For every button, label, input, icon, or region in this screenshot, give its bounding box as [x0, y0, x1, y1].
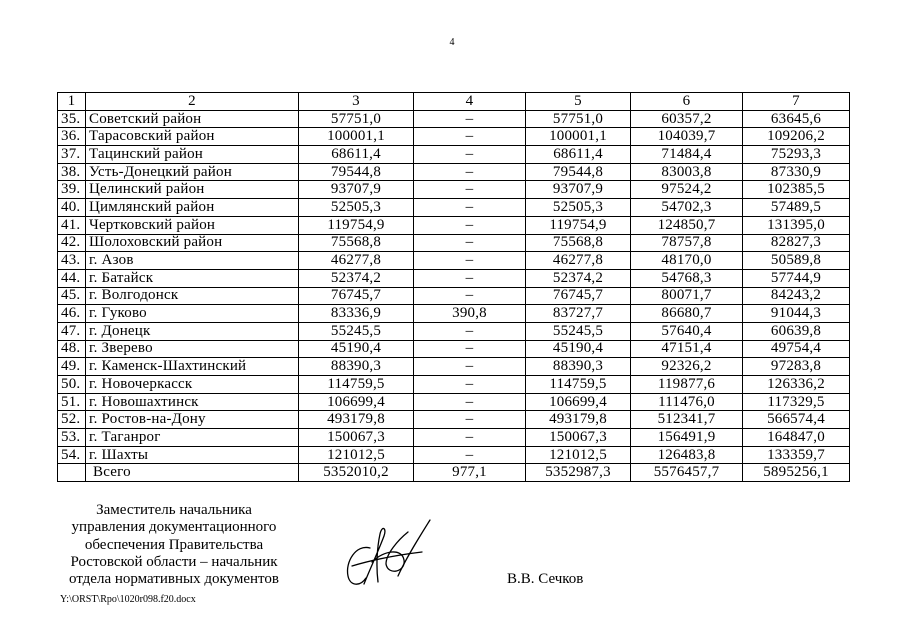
table-row — [58, 128, 850, 146]
column-3-value-cell: 100001,1 — [299, 128, 414, 146]
table-header-row — [58, 93, 850, 111]
row-number-cell: 41. — [58, 216, 86, 234]
column-5-value-cell: 106699,4 — [526, 393, 631, 411]
column-6-value-cell: 124850,7 — [631, 216, 743, 234]
column-7-value-cell: 117329,5 — [743, 393, 850, 411]
column-3-value-cell: 119754,9 — [299, 216, 414, 234]
column-6-value-cell: 78757,8 — [631, 234, 743, 252]
column-4-value-cell: – — [414, 163, 526, 181]
table-row — [58, 181, 850, 199]
table-row — [58, 446, 850, 464]
column-4-value-cell: – — [414, 287, 526, 305]
table-row — [58, 234, 850, 252]
column-5-value-cell: 88390,3 — [526, 358, 631, 376]
header-cell-5: 5 — [526, 93, 631, 111]
column-3-value-cell: 88390,3 — [299, 358, 414, 376]
column-7-value-cell: 84243,2 — [743, 287, 850, 305]
column-6-value-cell: 97524,2 — [631, 181, 743, 199]
table-row — [58, 110, 850, 128]
column-3-value-cell: 52505,3 — [299, 199, 414, 217]
column-3-value-cell: 121012,5 — [299, 446, 414, 464]
column-4-value-cell: – — [414, 358, 526, 376]
header-cell-6: 6 — [631, 93, 743, 111]
column-5-value-cell: 75568,8 — [526, 234, 631, 252]
table-row — [58, 163, 850, 181]
column-5-value-cell: 68611,4 — [526, 146, 631, 164]
municipality-name-cell: Цимлянский район — [86, 199, 299, 217]
municipality-name-cell: г. Каменск-Шахтинский — [86, 358, 299, 376]
row-number-cell: 52. — [58, 411, 86, 429]
column-5-value-cell: 55245,5 — [526, 322, 631, 340]
row-number-cell: 53. — [58, 429, 86, 447]
municipality-name-cell: Усть-Донецкий район — [86, 163, 299, 181]
column-6-value-cell: 119877,6 — [631, 376, 743, 394]
column-7-value-cell: 102385,5 — [743, 181, 850, 199]
column-6-value-cell: 60357,2 — [631, 110, 743, 128]
row-number-cell: 49. — [58, 358, 86, 376]
column-3-value-cell: 106699,4 — [299, 393, 414, 411]
column-7-value-cell: 57744,9 — [743, 269, 850, 287]
municipality-name-cell: г. Азов — [86, 252, 299, 270]
column-6-value-cell: 104039,7 — [631, 128, 743, 146]
column-6-value-cell: 92326,2 — [631, 358, 743, 376]
column-7-value-cell: 109206,2 — [743, 128, 850, 146]
signer-position — [24, 502, 324, 588]
column-6-value-cell: 126483,8 — [631, 446, 743, 464]
signer-position-line: Ростовской области – начальник — [70, 553, 278, 570]
column-3-value-cell: 52374,2 — [299, 269, 414, 287]
column-6-value-cell: 86680,7 — [631, 305, 743, 323]
column-4-value-cell: – — [414, 216, 526, 234]
column-6-value-cell: 57640,4 — [631, 322, 743, 340]
column-3-value-cell: 5352010,2 — [299, 464, 414, 482]
budget-table — [57, 92, 850, 482]
column-6-value-cell: 47151,4 — [631, 340, 743, 358]
row-number-cell: 44. — [58, 269, 86, 287]
header-cell-3: 3 — [299, 93, 414, 111]
column-5-value-cell: 83727,7 — [526, 305, 631, 323]
table-row — [58, 216, 850, 234]
column-3-value-cell: 83336,9 — [299, 305, 414, 323]
row-number-cell: 51. — [58, 393, 86, 411]
table-row — [58, 429, 850, 447]
row-number-cell: 40. — [58, 199, 86, 217]
column-6-value-cell: 156491,9 — [631, 429, 743, 447]
header-cell-1: 1 — [58, 93, 86, 111]
column-4-value-cell: 390,8 — [414, 305, 526, 323]
municipality-name-cell: г. Шахты — [86, 446, 299, 464]
column-7-value-cell: 49754,4 — [743, 340, 850, 358]
column-6-value-cell: 54768,3 — [631, 269, 743, 287]
column-3-value-cell: 114759,5 — [299, 376, 414, 394]
column-3-value-cell: 45190,4 — [299, 340, 414, 358]
column-5-value-cell: 493179,8 — [526, 411, 631, 429]
table-row — [58, 411, 850, 429]
column-7-value-cell: 57489,5 — [743, 199, 850, 217]
column-3-value-cell: 55245,5 — [299, 322, 414, 340]
row-number-cell: 37. — [58, 146, 86, 164]
row-number-cell — [58, 464, 86, 482]
municipality-name-cell: г. Батайск — [86, 269, 299, 287]
table-row — [58, 305, 850, 323]
column-5-value-cell: 93707,9 — [526, 181, 631, 199]
table-row — [58, 358, 850, 376]
column-4-value-cell: – — [414, 110, 526, 128]
header-cell-2: 2 — [86, 93, 299, 111]
row-number-cell: 38. — [58, 163, 86, 181]
row-number-cell: 45. — [58, 287, 86, 305]
municipality-name-cell: г. Новочеркасск — [86, 376, 299, 394]
column-7-value-cell: 91044,3 — [743, 305, 850, 323]
column-5-value-cell: 76745,7 — [526, 287, 631, 305]
municipality-name-cell: г. Донецк — [86, 322, 299, 340]
column-7-value-cell: 50589,8 — [743, 252, 850, 270]
column-4-value-cell: – — [414, 429, 526, 447]
table-row — [58, 376, 850, 394]
municipality-name-cell: Целинский район — [86, 181, 299, 199]
document-file-path: Y:\ORST\Rpo\1020r098.f20.docx — [60, 594, 196, 605]
municipality-name-cell: г. Таганрог — [86, 429, 299, 447]
municipality-name-cell: Тарасовский район — [86, 128, 299, 146]
table-row — [58, 252, 850, 270]
table-row — [58, 199, 850, 217]
column-6-value-cell: 512341,7 — [631, 411, 743, 429]
column-6-value-cell: 80071,7 — [631, 287, 743, 305]
header-cell-7: 7 — [743, 93, 850, 111]
municipality-name-cell: Тацинский район — [86, 146, 299, 164]
table-total-row — [58, 464, 850, 482]
column-4-value-cell: – — [414, 181, 526, 199]
table-row — [58, 269, 850, 287]
column-3-value-cell: 46277,8 — [299, 252, 414, 270]
municipality-name-cell: Чертковский район — [86, 216, 299, 234]
table-body — [58, 110, 850, 481]
column-5-value-cell: 121012,5 — [526, 446, 631, 464]
municipality-name-cell: Шолоховский район — [86, 234, 299, 252]
municipality-name-cell: г. Гуково — [86, 305, 299, 323]
column-7-value-cell: 87330,9 — [743, 163, 850, 181]
column-5-value-cell: 5352987,3 — [526, 464, 631, 482]
column-7-value-cell: 60639,8 — [743, 322, 850, 340]
column-7-value-cell: 126336,2 — [743, 376, 850, 394]
table-row — [58, 322, 850, 340]
municipality-name-cell: Всего — [86, 464, 299, 482]
handwritten-signature — [342, 514, 437, 592]
column-7-value-cell: 133359,7 — [743, 446, 850, 464]
column-6-value-cell: 54702,3 — [631, 199, 743, 217]
table-row — [58, 287, 850, 305]
column-4-value-cell: – — [414, 340, 526, 358]
signer-position-line: Заместитель начальника — [96, 502, 252, 518]
column-7-value-cell: 5895256,1 — [743, 464, 850, 482]
column-5-value-cell: 100001,1 — [526, 128, 631, 146]
municipality-name-cell: г. Зверево — [86, 340, 299, 358]
column-5-value-cell: 150067,3 — [526, 429, 631, 447]
column-5-value-cell: 45190,4 — [526, 340, 631, 358]
column-4-value-cell: – — [414, 128, 526, 146]
column-7-value-cell: 566574,4 — [743, 411, 850, 429]
column-7-value-cell: 164847,0 — [743, 429, 850, 447]
column-3-value-cell: 76745,7 — [299, 287, 414, 305]
column-3-value-cell: 68611,4 — [299, 146, 414, 164]
municipality-name-cell: Советский район — [86, 110, 299, 128]
municipality-name-cell: г. Новошахтинск — [86, 393, 299, 411]
municipality-name-cell: г. Ростов-на-Дону — [86, 411, 299, 429]
column-3-value-cell: 57751,0 — [299, 110, 414, 128]
column-4-value-cell: – — [414, 252, 526, 270]
column-4-value-cell: – — [414, 234, 526, 252]
column-3-value-cell: 150067,3 — [299, 429, 414, 447]
column-3-value-cell: 79544,8 — [299, 163, 414, 181]
signer-name: В.В. Сечков — [507, 571, 584, 587]
column-7-value-cell: 75293,3 — [743, 146, 850, 164]
column-4-value-cell: – — [414, 269, 526, 287]
column-6-value-cell: 48170,0 — [631, 252, 743, 270]
column-4-value-cell: – — [414, 446, 526, 464]
column-4-value-cell: 977,1 — [414, 464, 526, 482]
column-5-value-cell: 52505,3 — [526, 199, 631, 217]
column-4-value-cell: – — [414, 376, 526, 394]
column-3-value-cell: 493179,8 — [299, 411, 414, 429]
column-5-value-cell: 52374,2 — [526, 269, 631, 287]
column-3-value-cell: 93707,9 — [299, 181, 414, 199]
column-6-value-cell: 83003,8 — [631, 163, 743, 181]
table-header — [58, 93, 850, 111]
column-5-value-cell: 57751,0 — [526, 110, 631, 128]
column-4-value-cell: – — [414, 199, 526, 217]
column-7-value-cell: 97283,8 — [743, 358, 850, 376]
column-4-value-cell: – — [414, 322, 526, 340]
table-row — [58, 340, 850, 358]
row-number-cell: 48. — [58, 340, 86, 358]
municipality-name-cell: г. Волгодонск — [86, 287, 299, 305]
column-7-value-cell: 131395,0 — [743, 216, 850, 234]
page-number: 4 — [449, 37, 455, 48]
signer-position-line: обеспечения Правительства — [84, 536, 264, 553]
column-5-value-cell: 114759,5 — [526, 376, 631, 394]
signer-position-line: управления документационного — [71, 519, 277, 536]
table-row — [58, 146, 850, 164]
column-7-value-cell: 82827,3 — [743, 234, 850, 252]
row-number-cell: 42. — [58, 234, 86, 252]
column-6-value-cell: 5576457,7 — [631, 464, 743, 482]
row-number-cell: 43. — [58, 252, 86, 270]
column-4-value-cell: – — [414, 146, 526, 164]
row-number-cell: 39. — [58, 181, 86, 199]
column-4-value-cell: – — [414, 393, 526, 411]
row-number-cell: 50. — [58, 376, 86, 394]
column-5-value-cell: 46277,8 — [526, 252, 631, 270]
header-cell-4: 4 — [414, 93, 526, 111]
row-number-cell: 47. — [58, 322, 86, 340]
row-number-cell: 54. — [58, 446, 86, 464]
row-number-cell: 46. — [58, 305, 86, 323]
column-3-value-cell: 75568,8 — [299, 234, 414, 252]
column-6-value-cell: 71484,4 — [631, 146, 743, 164]
signer-position-line: отдела нормативных документов — [69, 571, 279, 588]
column-4-value-cell: – — [414, 411, 526, 429]
table-row — [58, 393, 850, 411]
row-number-cell: 35. — [58, 110, 86, 128]
column-5-value-cell: 79544,8 — [526, 163, 631, 181]
column-7-value-cell: 63645,6 — [743, 110, 850, 128]
row-number-cell: 36. — [58, 128, 86, 146]
column-5-value-cell: 119754,9 — [526, 216, 631, 234]
column-6-value-cell: 111476,0 — [631, 393, 743, 411]
